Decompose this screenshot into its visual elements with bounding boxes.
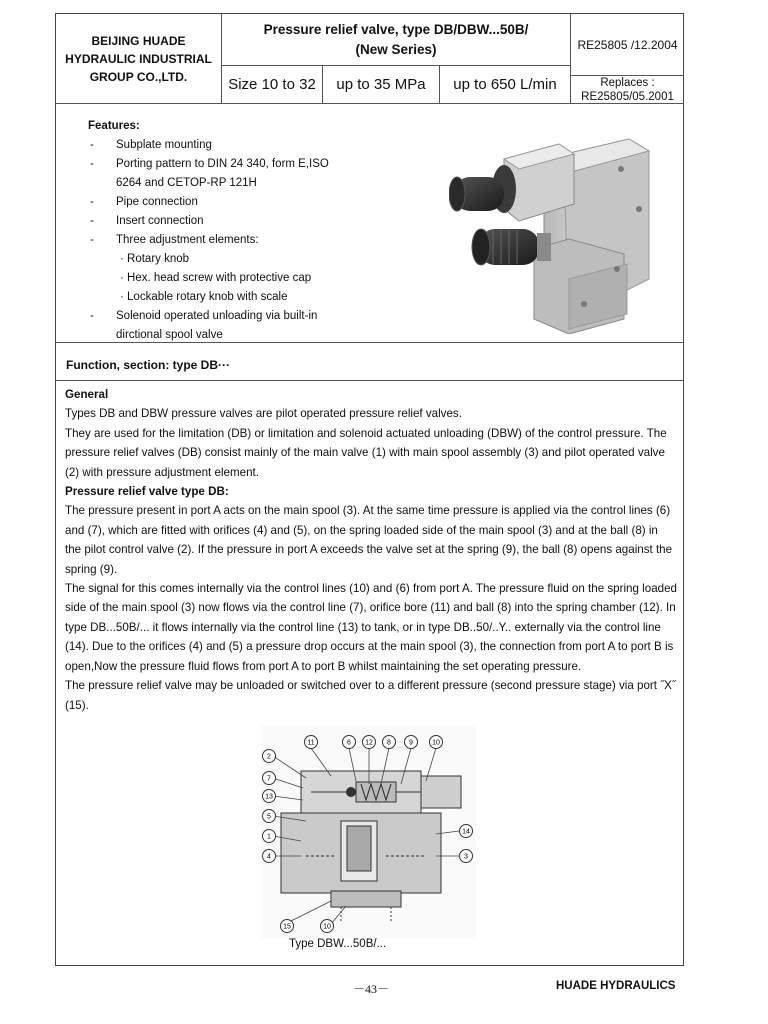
- callout-label: 6: [347, 739, 351, 747]
- feature-text: Porting pattern to DIN 24 340, form E,ISO: [116, 158, 329, 170]
- callout-label: 1: [267, 833, 271, 841]
- feature-text: Subplate mounting: [116, 139, 212, 151]
- callout-label: 3: [464, 853, 468, 861]
- callout-label: 4: [267, 853, 271, 861]
- callout-label: 2: [267, 753, 271, 761]
- feature-text: Insert connection: [116, 215, 204, 227]
- header-table: [56, 14, 683, 104]
- divider-top: [56, 342, 683, 343]
- valve-product-image: [449, 129, 659, 334]
- paragraph-5: The pressure relief valve may be unloaded or switched over to a different pressure (second pressure stage) via port ˝X˝ (15).: [65, 679, 676, 712]
- feature-item: [88, 155, 408, 174]
- feature-item: [88, 231, 408, 250]
- feature-text: · Lockable rotary knob with scale: [120, 291, 288, 303]
- page-frame: [55, 13, 684, 966]
- page-number: －43－: [353, 982, 390, 996]
- paragraph-1: Types DB and DBW pressure valves are pilot operated pressure relief valves.: [65, 407, 462, 421]
- feature-item: [88, 307, 408, 326]
- feature-text: Solenoid operated unloading via built-in: [116, 310, 318, 322]
- callout-label: 12: [365, 739, 373, 747]
- bullet-dash: -: [90, 196, 94, 208]
- feature-text: 6264 and CETOP-RP 121H: [116, 177, 257, 189]
- bullet-dash: -: [90, 310, 94, 322]
- features-title: Features:: [88, 120, 140, 132]
- company-line-1: BEIJING HUADE: [91, 33, 186, 48]
- db-heading: Pressure relief valve type DB:: [65, 485, 229, 499]
- figure-caption: Type DBW...50B/...: [289, 938, 387, 950]
- feature-text: · Rotary knob: [120, 253, 190, 265]
- document-title-cell: [221, 14, 571, 66]
- company-line-2: HYDRAULIC INDUSTRIAL: [65, 51, 212, 66]
- document-subtitle: (New Series): [355, 41, 437, 57]
- callout-label: 10: [323, 923, 331, 931]
- footer-brand: HUADE HYDRAULICS: [556, 980, 676, 992]
- callout-label: 14: [462, 828, 470, 836]
- features-list: [88, 136, 408, 345]
- callout-label: 9: [409, 739, 413, 747]
- feature-item: [88, 269, 408, 288]
- callout-label: 15: [283, 923, 291, 931]
- paragraph-4: The signal for this comes internally via the control lines (10) and (6) from port A. The pressure fluid on the spring loaded side of the main spool (3) now flows via the control line (7), orifice bore (11) and ball (8) into the spring chamber (12). In type DB...50B/... it flows internally via the control line (13) to tank, or in type DB..50/..Y.. externally via the control line (14). Due to the orifices (4) and (5) a pressure drop occurs at the main spool (3), the connection from port A to port B is open,Now the pressure fluid flows from port A to port B whilst maintaining the set operating pressure.: [65, 582, 677, 673]
- function-description: [65, 385, 677, 715]
- document-number: RE25805 /12.2004: [570, 14, 684, 76]
- paragraph-3: The pressure present in port A acts on the main spool (3). At the same time pressure is applied via the control lines (6) and (7), which are fitted with orifices (4) and (5), on the spring loaded side of the main spool (3) and at the ball (8) in the pilot control valve (2). If the pressure in port A exceeds the valve set at the spring (9), the ball (8) opens against the spring (9).: [65, 504, 673, 576]
- valve-section-drawing: [261, 726, 476, 938]
- feature-item: [88, 250, 408, 269]
- replaces-label: Replaces :: [600, 76, 655, 89]
- size-range: Size 10 to 32: [221, 65, 323, 104]
- replaces-value: RE25805/05.2001: [581, 90, 674, 103]
- bullet-dash: -: [90, 215, 94, 227]
- divider-function: [56, 380, 683, 381]
- feature-item: [88, 288, 408, 307]
- callout-label: 7: [267, 775, 271, 783]
- pressure-rating: up to 35 MPa: [322, 65, 440, 104]
- callout-label: 8: [387, 739, 391, 747]
- callout-label: 11: [307, 739, 315, 747]
- bullet-dash: -: [90, 139, 94, 151]
- flow-rating: up to 650 L/min: [439, 65, 571, 104]
- feature-item: [88, 174, 408, 193]
- replaces-cell: [570, 75, 684, 104]
- features-section: [88, 117, 408, 345]
- function-section-heading: Function, section: type DB···: [66, 358, 230, 372]
- callout-label: 10: [432, 739, 440, 747]
- feature-text: Pipe connection: [116, 196, 198, 208]
- bullet-dash: -: [90, 158, 94, 170]
- company-name-cell: [56, 14, 222, 104]
- paragraph-2: They are used for the limitation (DB) or limitation and solenoid actuated unloading (DBW) of the control pressure. The pressure relief valves (DB) consist mainly of the main valve (1) with main spool assembly (3) and pilot operated valve (2) with pressure adjustment element.: [65, 426, 667, 479]
- callout-label: 13: [265, 793, 273, 801]
- feature-text: · Hex. head screw with protective cap: [120, 272, 312, 284]
- feature-item: [88, 193, 408, 212]
- feature-item: [88, 136, 408, 155]
- feature-item: [88, 212, 408, 231]
- callout-label: 5: [267, 813, 271, 821]
- general-heading: General: [65, 388, 109, 401]
- feature-text: Three adjustment elements:: [116, 234, 259, 246]
- bullet-dash: -: [90, 234, 94, 246]
- company-line-3: GROUP CO.,LTD.: [89, 69, 188, 84]
- feature-text: dirctional spool valve: [116, 329, 223, 341]
- document-title: Pressure relief valve, type DB/DBW...50B/: [263, 21, 529, 37]
